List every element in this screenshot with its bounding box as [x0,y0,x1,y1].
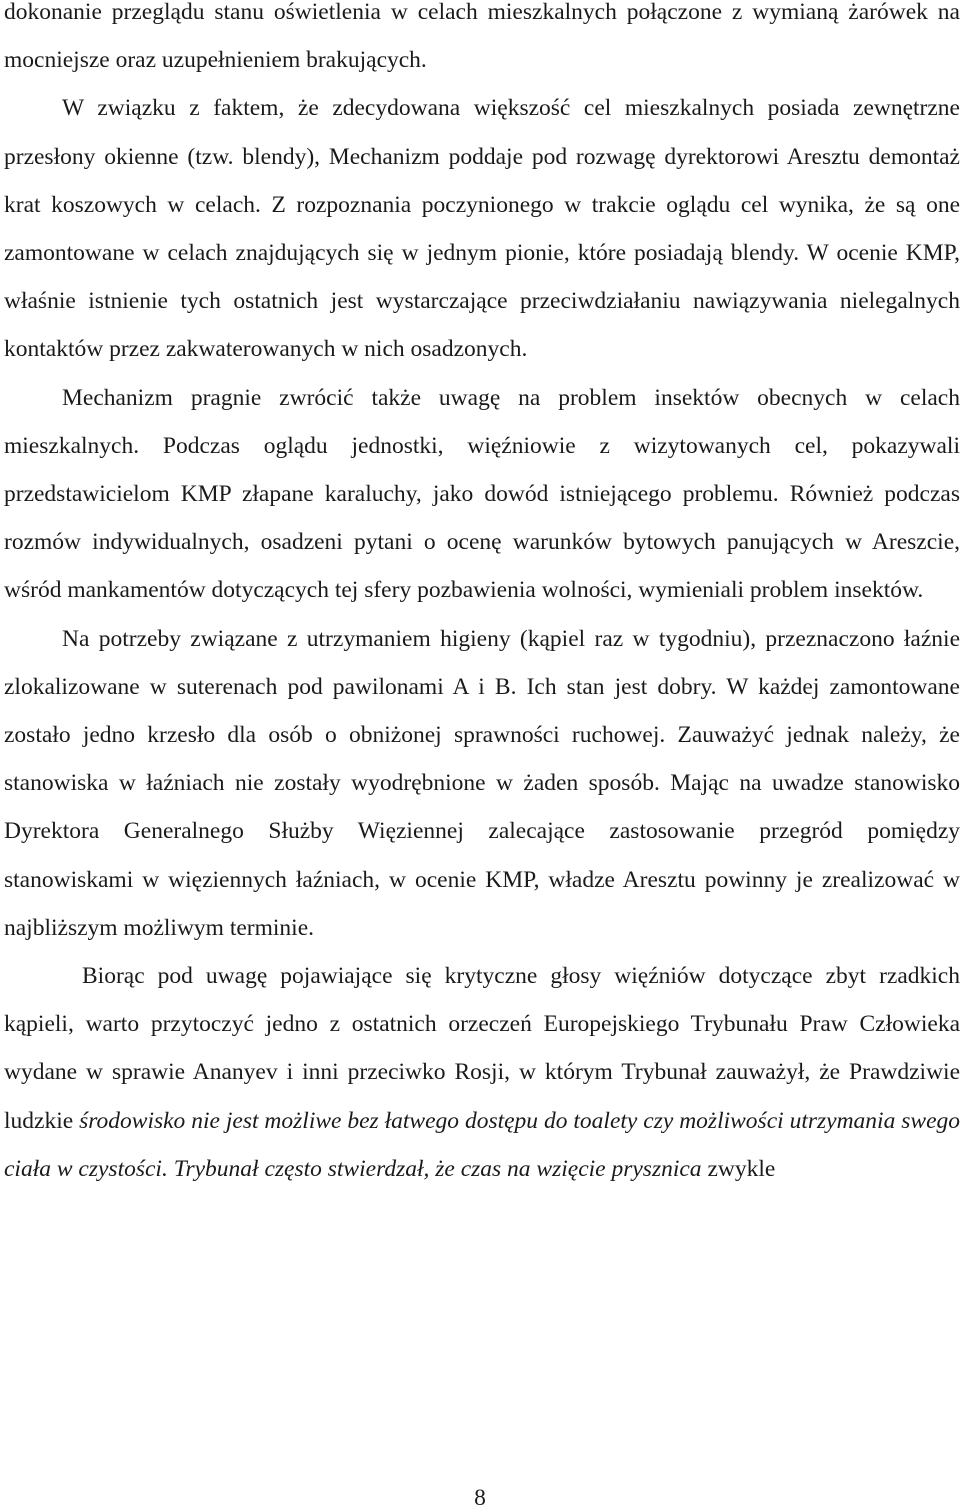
paragraph-5-tail-text: zwykle [707,1155,776,1182]
paragraph-5-plain-text: Biorąc pod uwagę pojawiające się krytyczne głosy więźniów dotyczące zbyt rzadkich kąpieli, warto przytoczyć jedno z ostatnich orzeczeń Europejskiego Trybunału Praw Człowieka wydane w sprawie Ananyev i inni przeciwko Rosji, w którym Trybunał zauważył, że Prawdziwie ludzkie [4,963,960,1134]
paragraph-5-italic-quote: środowisko nie jest możliwe bez łatwego dostępu do toalety czy możliwości utrzymania swego ciała w czystości. Trybunał często stwierdzał, że czas na wzięcie prysznica [4,1107,960,1182]
paragraph-5 [4,952,960,1193]
paragraph-2: W związku z faktem, że zdecydowana większość cel mieszkalnych posiada zewnętrzne przesłony okienne (tzw. blendy), Mechanizm poddaje pod rozwagę dyrektorowi Aresztu demontaż krat koszowych w celach. Z rozpoznania poczynionego w trakcie oglądu cel wynika, że są one zamontowane w celach znajdujących się w jednym pionie, które posiadają blendy. W ocenie KMP, właśnie istnienie tych ostatnich jest wystarczające przeciwdziałaniu nawiązywania nielegalnych kontaktów przez zakwaterowanych w nich osadzonych. [4,95,960,363]
paragraph-3: Mechanizm pragnie zwrócić także uwagę na problem insektów obecnych w celach mieszkalnych. Podczas oglądu jednostki, więźniowie z wizytowanych cel, pokazywali przedstawicielom KMP złapane karaluchy, jako dowód istniejącego problemu. Również podczas rozmów indywidualnych, osadzeni pytani o ocenę warunków bytowych panujących w Areszcie, wśród mankamentów dotyczących tej sfery pozbawienia wolności, wymieniali problem insektów. [4,384,960,604]
document-body [4,0,960,1193]
page-number: 8 [474,1485,486,1511]
paragraph-1: dokonanie przeglądu stanu oświetlenia w celach mieszkalnych połączone z wymianą żarówek na mocniejsze oraz uzupełnieniem brakujących. [4,0,960,74]
paragraph-4: Na potrzeby związane z utrzymaniem higieny (kąpiel raz w tygodniu), przeznaczono łaźnie zlokalizowane w suterenach pod pawilonami A i B. Ich stan jest dobry. W każdej zamontowane zostało jedno krzesło dla osób o obniżonej sprawności ruchowej. Zauważyć jednak należy, że stanowiska w łaźniach nie zostały wyodrębnione w żaden sposób. Mając na uwadze stanowisko Dyrektora Generalnego Służby Więziennej zalecające zastosowanie przegród pomiędzy stanowiskami w więziennych łaźniach, w ocenie KMP, władze Aresztu powinny je zrealizować w najbliższym możliwym terminie. [4,625,960,941]
